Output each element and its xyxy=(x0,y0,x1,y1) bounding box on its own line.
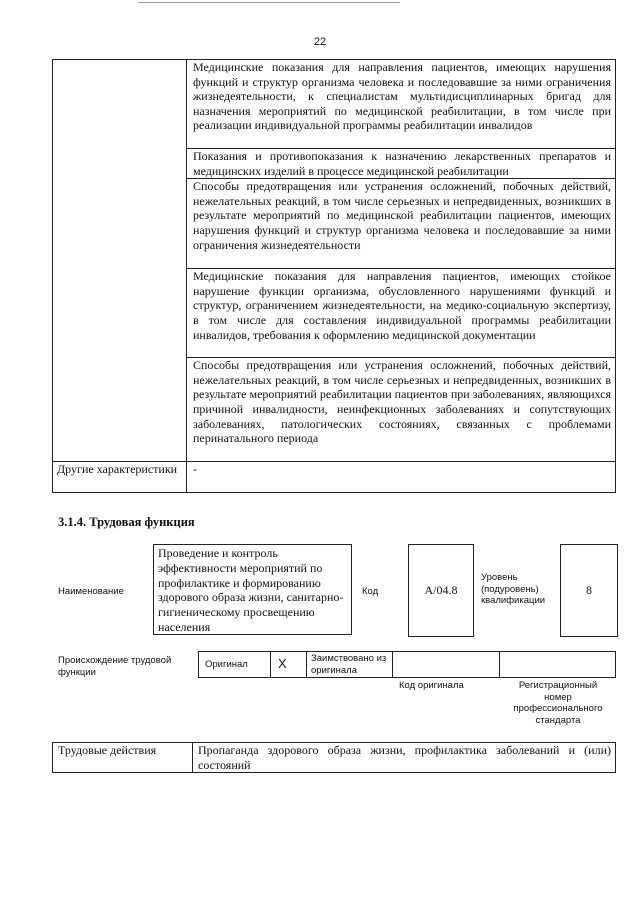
page-number: 22 xyxy=(313,36,327,48)
code-original-cell xyxy=(393,652,500,677)
borrowed-label: Заимствовано из оригинала xyxy=(311,653,387,676)
labor-actions-label: Трудовые действия xyxy=(53,743,193,773)
knowledge-item: Показания и противопоказания к назначению лекарственных препаратов и медицинских изделий в процессе медицинской реабилитации xyxy=(187,149,616,179)
qualification-level-label: Уровень (подуровень) квалификации xyxy=(481,572,546,606)
original-cell xyxy=(199,652,271,677)
reg-number-cell xyxy=(500,652,615,677)
original-mark: X xyxy=(278,656,287,671)
knowledge-table xyxy=(52,59,616,493)
qualification-level-box xyxy=(560,544,618,637)
reg-number-label: Регистрационный номер профессионального стандарта xyxy=(513,680,603,726)
function-name-box: Проведение и контроль эффективности мероприятий по профилактике и формированию здорового образа жизни, санитарно-гигиеническому просвещению населения xyxy=(153,544,352,635)
original-mark-cell xyxy=(271,652,307,677)
name-label: Наименование xyxy=(58,586,124,597)
top-scan-line xyxy=(138,2,400,3)
labor-actions-value: Пропаганда здорового образа жизни, профилактика заболеваний и (или) состояний xyxy=(193,743,616,773)
function-code-box xyxy=(408,544,474,637)
labor-actions-table xyxy=(52,742,616,773)
borrowed-cell xyxy=(307,652,393,677)
table-row xyxy=(53,462,616,493)
knowledge-item: Медицинские показания для направления пациентов, имеющих нарушения функций и структур организма человека и последовавшие за ними ограничения жизнедеятельности, к специалистам мультидисциплинарных бригад для назначения мероприятий по медицинской реабилитации, в том числе при реализации индивидуальной программы реабилитации инвалидов xyxy=(187,60,616,149)
other-characteristics-label: Другие характеристики xyxy=(53,462,187,493)
code-label: Код xyxy=(362,586,379,597)
origin-label: Происхождение трудовой функции xyxy=(58,655,172,678)
knowledge-item: Способы предотвращения или устранения осложнений, побочных действий, нежелательных реакций, в том числе серьезных и непредвиденных, возникших в результате мероприятий по медицинской реабилитации пациентов, имеющих нарушения функций и структур организма человека и последовавшие за ними ограничения жизнедеятельности xyxy=(187,179,616,269)
table-row xyxy=(53,743,616,773)
original-label: Оригинал xyxy=(205,659,248,670)
other-characteristics-value: - xyxy=(187,462,616,493)
function-code-value: A/04.8 xyxy=(424,583,458,597)
knowledge-item: Способы предотвращения или устранения осложнений, побочных действий, нежелательных реакций, в том числе серьезных и непредвиденных, возникших в результате мероприятий реабилитации пациентов при заболеваниях, являющихся причиной инвалидности, неинфекционных заболеваниях и сопутствующих заболеваниях, патологических состояниях, связанных с проблемами перинатального периода xyxy=(187,358,616,462)
origin-row xyxy=(198,651,616,678)
code-original-label: Код оригинала xyxy=(399,680,464,691)
section-title: 3.1.4. Трудовая функция xyxy=(58,515,195,529)
qualification-level-value: 8 xyxy=(586,583,592,597)
knowledge-label-cell xyxy=(53,60,187,462)
table-row xyxy=(53,60,616,149)
knowledge-item: Медицинские показания для направления пациентов, имеющих стойкое нарушение функции организма, обусловленного нарушениями функций и структур, ограничением жизнедеятельности, на медико-социальную экспертизу, в том числе для составления индивидуальной программы реабилитации инвалидов, требования к оформлению медицинской документации xyxy=(187,269,616,358)
